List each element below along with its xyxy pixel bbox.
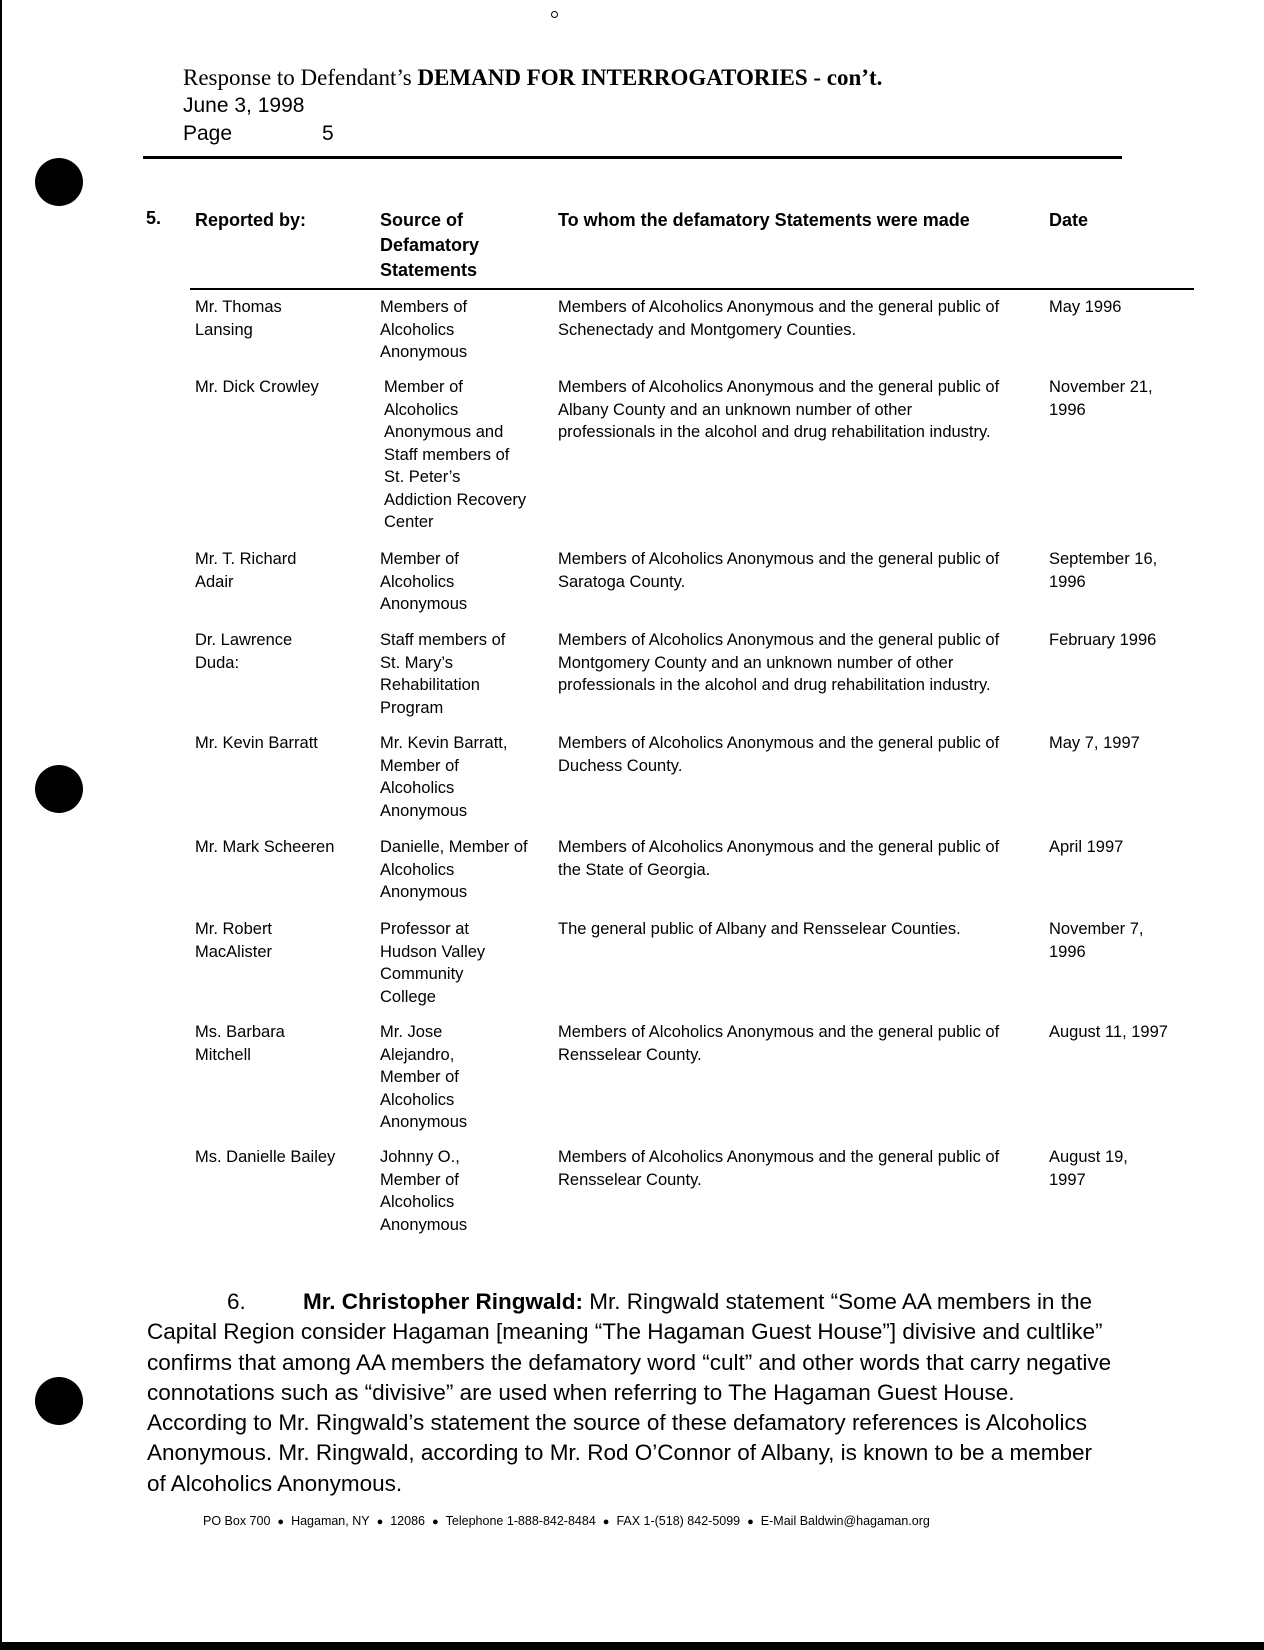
bullet-icon: ● xyxy=(747,1516,754,1528)
cell-reported-by: Ms. Barbara Mitchell xyxy=(195,1023,285,1064)
cell-date: February 1996 xyxy=(1049,631,1157,649)
cell-to-whom: Members of Alcoholics Anonymous and the general public of Rensselear County. xyxy=(558,1023,1000,1064)
punch-hole-top xyxy=(35,158,83,206)
section-6-number: 6. xyxy=(227,1289,246,1314)
cell-source: Johnny O., Member of Alcoholics Anonymous xyxy=(380,1148,468,1234)
footer-city: Hagaman, NY xyxy=(291,1514,370,1528)
cell-source: Member of Alcoholics Anonymous xyxy=(380,550,468,613)
cell-source: Danielle, Member of Alcoholics Anonymous xyxy=(380,838,528,901)
cell-source: Mr. Kevin Barratt, Member of Alcoholics Anonymous xyxy=(380,734,508,820)
page-header xyxy=(183,64,882,148)
cell-source: Member of Alcoholics Anonymous and Staff members of St. Peter’s Addiction Recovery Center xyxy=(384,378,527,531)
cell-date: August 11, 1997 xyxy=(1049,1023,1168,1041)
cell-date: May 7, 1997 xyxy=(1049,734,1140,752)
cell-reported-by: Mr. Thomas Lansing xyxy=(195,298,282,339)
page-indicator: Page 5 xyxy=(183,120,882,148)
bullet-icon: ● xyxy=(432,1516,439,1528)
scan-bottom-edge xyxy=(0,1642,1264,1650)
footer-email: E-Mail Baldwin@hagaman.org xyxy=(760,1514,930,1528)
section-6-subject: Mr. Christopher Ringwald: xyxy=(303,1289,584,1314)
bullet-icon: ● xyxy=(376,1516,384,1528)
column-header-source: Source of Defamatory Statements xyxy=(380,210,480,280)
footer-po-box: PO Box 700 xyxy=(203,1514,271,1528)
cell-date: November 7, 1996 xyxy=(1049,920,1144,961)
cell-date: May 1996 xyxy=(1049,298,1122,316)
cell-to-whom: Members of Alcoholics Anonymous and the general public of Albany County and an unknown number of other professionals in the alcohol and drug rehabilitation industry. xyxy=(558,378,1000,441)
bullet-icon: ● xyxy=(602,1516,610,1528)
section-6-text: Mr. Ringwald statement “Some AA members in the Capital Region consider Hagaman [meaning “The Hagaman Guest House”] divisive and cultlike” confirms that among AA members the defamatory word “cult” and other words that carry negative connotations such as “divisive” are used when referring to The Hagaman Guest House. According to Mr. Ringwald’s statement the source of these defamatory references is Alcoholics Anonymous. Mr. Ringwald, according to Mr. Rod O’Connor of Albany, is known to be a member of Alcoholics Anonymous. xyxy=(147,1289,1112,1496)
cell-reported-by: Mr. Kevin Barratt xyxy=(195,734,318,752)
cell-source: Staff members of St. Mary’s Rehabilitation Program xyxy=(380,631,506,717)
column-header-reported-by: Reported by: xyxy=(195,210,307,230)
column-header-to-whom: To whom the defamatory Statements were made xyxy=(558,210,970,230)
footer-fax: FAX 1-(518) 842-5099 xyxy=(616,1514,741,1528)
document-date: June 3, 1998 xyxy=(183,94,305,117)
cell-reported-by: Mr. Dick Crowley xyxy=(195,378,319,396)
cell-to-whom: Members of Alcoholics Anonymous and the general public of Rensselear County. xyxy=(558,1148,1000,1189)
column-header-date: Date xyxy=(1049,210,1089,230)
table-header-divider xyxy=(190,288,1194,290)
cell-source: Professor at Hudson Valley Community College xyxy=(380,920,486,1006)
cell-date: August 19, 1997 xyxy=(1049,1148,1128,1189)
letterhead-footer xyxy=(203,1514,930,1528)
cell-to-whom: Members of Alcoholics Anonymous and the general public of Montgomery County and an unknown number of other professionals in the alcohol and drug rehabilitation industry. xyxy=(558,631,1000,694)
cell-date: September 16, 1996 xyxy=(1049,550,1158,591)
cell-source: Mr. Jose Alejandro, Member of Alcoholics Anonymous xyxy=(380,1023,468,1131)
cell-reported-by: Mr. Robert MacAlister xyxy=(195,920,273,961)
cell-to-whom: The general public of Albany and Rensselear Counties. xyxy=(558,920,961,938)
punch-hole-middle xyxy=(35,765,83,813)
cell-to-whom: Members of Alcoholics Anonymous and the general public of the State of Georgia. xyxy=(558,838,1000,879)
cell-reported-by: Mr. Mark Scheeren xyxy=(195,838,335,856)
footer-zip: 12086 xyxy=(390,1514,425,1528)
cell-reported-by: Mr. T. Richard Adair xyxy=(195,550,297,591)
document-title-bold: DEMAND FOR INTERROGATORIES xyxy=(417,65,808,90)
header-divider xyxy=(143,156,1122,159)
cell-reported-by: Dr. Lawrence Duda: xyxy=(195,631,293,672)
bullet-icon: ● xyxy=(277,1516,285,1528)
cell-to-whom: Members of Alcoholics Anonymous and the general public of Schenectady and Montgomery Counties. xyxy=(558,298,1000,339)
cell-reported-by: Ms. Danielle Bailey xyxy=(195,1148,336,1166)
page-number: 5 xyxy=(322,122,334,145)
cell-date: April 1997 xyxy=(1049,838,1124,856)
document-title: Response to Defendant’s DEMAND FOR INTERROGATORIES - con’t. xyxy=(183,65,883,90)
cell-source: Members of Alcoholics Anonymous xyxy=(380,298,468,361)
scan-speck xyxy=(551,11,558,18)
cell-date: November 21, 1996 xyxy=(1049,378,1153,419)
section-6-paragraph xyxy=(147,1287,1117,1499)
cell-to-whom: Members of Alcoholics Anonymous and the general public of Duchess County. xyxy=(558,734,1000,775)
section-5-number: 5. xyxy=(146,208,162,228)
cell-to-whom: Members of Alcoholics Anonymous and the general public of Saratoga County. xyxy=(558,550,1000,591)
footer-telephone: Telephone 1-888-842-8484 xyxy=(445,1514,596,1528)
scan-left-edge xyxy=(0,0,2,1650)
punch-hole-bottom xyxy=(35,1377,83,1425)
